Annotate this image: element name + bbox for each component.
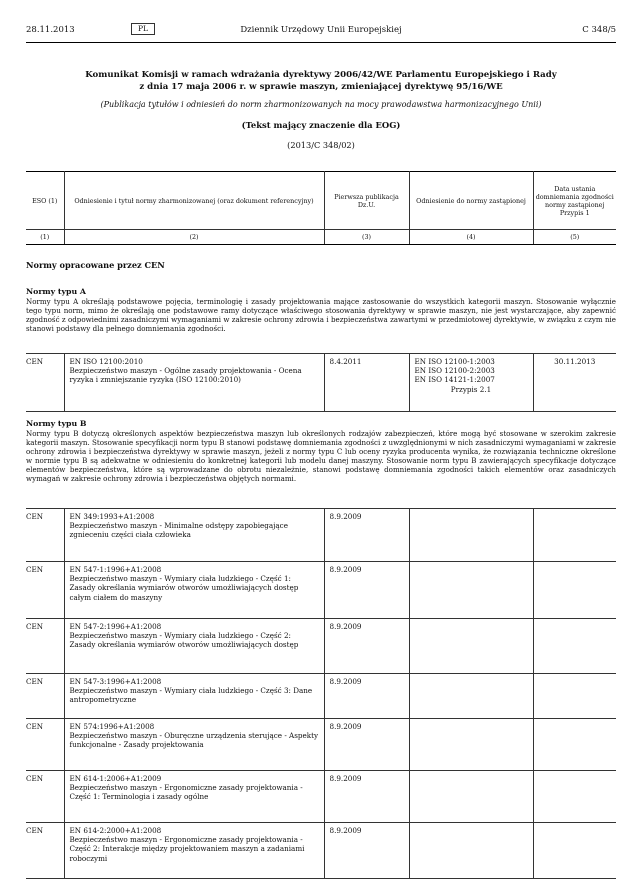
type-b-title: Normy typu B [26, 419, 87, 428]
eea-note: (Tekst mający znaczenie dla EOG) [241, 120, 401, 130]
type-b-description: Normy typu B dotyczą określonych aspektów bezpieczeństwa maszyn lub określonych rodzajów zabezpieczeń, które mogą być stosowane w szerokim zakresie kategorii maszyn. Stosowanie specyfikacji norm typu B stanowi podstawę domniemania zgodności z uwzględnionymi w nich zasadniczymi wymaganiami w zakresie ochrony zdrowia i bezpieczeństwa dyrektywy w sprawie maszyn, jeżeli z normy typu C lub oceny ryzyka producenta wynika, że rozwiązania techniczne określone w normie typu B są adekwatne w odniesieniu do konkretnej kategorii lub modelu danej maszyny. Stosowanie norm typu B zawierających specyfikacje dotyczące elementów bezpieczeństwa, które są wprowadzane do obrotu niezależnie, stanowi podstawę domniemania zgodności takich elementów oraz zasadniczych wymagań w zakresie ochrony zdrowia i bezpieczeństwa objętych normami. [26, 429, 616, 483]
col-publication-header: Pierwsza publikacja Dz.U. [324, 172, 409, 230]
superseded-ref: EN ISO 12100-2:2003 [414, 366, 495, 376]
standard-ref: EN ISO 12100:2010 [69, 357, 143, 366]
row-superseded [409, 354, 533, 412]
row-eso: CEN [26, 823, 64, 879]
document-title [60, 69, 582, 93]
standard-title: Bezpieczeństwo maszyn - Ergonomiczne zasady projektowania - Część 2: Interakcje między projektowaniem maszyn a zadaniami roboczymi [69, 835, 305, 863]
row-publication-date: 8.9.2009 [324, 823, 409, 879]
title-line-2: z dnia 17 maja 2006 r. w sprawie maszyn, zmieniającej dyrektywę 95/16/WE [139, 82, 503, 92]
table-row [26, 562, 616, 619]
col-superseded-header: Odniesienie do normy zastąpionej [409, 172, 533, 230]
document-subtitle: (Publikacja tytułów i odniesień do norm zharmonizowanych na mocy prawodawstwa harmonizacyjnego Unii) [100, 100, 542, 109]
standard-title: Bezpieczeństwo maszyn - Wymiary ciała ludzkiego - Część 2: Zasady określania wymiarów otworów umożliwiających dostęp [69, 631, 299, 650]
table-row [26, 823, 616, 879]
row-eso: CEN [26, 619, 64, 674]
row-standard [64, 674, 324, 719]
type-a-description: Normy typu A określają podstawowe pojęcia, terminologię i zasady projektowania mające zastosowanie do wszystkich kategorii maszyn. Stosowanie wyłącznie tego typu norm, mimo że określają one podstawowe ramy dotyczące właściwego stosowania dyrektywy w sprawie maszyn, nie jest wystarczające, aby zapewnić zgodność z odpowiednimi zasadniczymi wymaganiami w zakresie ochrony zdrowia i bezpieczeństwa zawartymi w przedmiotowej dyrektywie, w związku z czym nie stanowi podstawy dla pełnego domniemania zgodności. [26, 297, 616, 333]
row-eso: CEN [26, 509, 64, 562]
row-cessation-date [533, 562, 616, 619]
row-superseded [409, 823, 533, 879]
standard-ref: EN 547-2:1996+A1:2008 [69, 622, 162, 631]
row-standard [64, 823, 324, 879]
col-number: (5) [533, 230, 616, 245]
col-number: (4) [409, 230, 533, 245]
table-row [26, 674, 616, 719]
standard-ref: EN 547-3:1996+A1:2008 [69, 677, 162, 686]
row-superseded [409, 771, 533, 823]
table-row [26, 719, 616, 771]
row-standard [64, 354, 324, 412]
row-superseded [409, 674, 533, 719]
table-row [26, 771, 616, 823]
row-publication-date: 8.9.2009 [324, 619, 409, 674]
section-title: Normy opracowane przez CEN [26, 260, 165, 270]
col-eso-header: ESO (1) [26, 172, 64, 230]
row-publication-date: 8.9.2009 [324, 719, 409, 771]
row-standard [64, 771, 324, 823]
standard-ref: EN 614-2:2000+A1:2008 [69, 826, 162, 835]
table-row [26, 619, 616, 674]
row-cessation-date: 30.11.2013 [533, 354, 616, 412]
superseded-ref: EN ISO 14121-1:2007 [414, 375, 495, 385]
row-superseded [409, 619, 533, 674]
document-code: (2013/C 348/02) [287, 140, 355, 150]
col-cessation-date-header: Data ustania domniemania zgodności normy zastąpionej Przypis 1 [533, 172, 616, 230]
row-cessation-date [533, 674, 616, 719]
header-date: 28.11.2013 [26, 25, 75, 35]
row-standard [64, 719, 324, 771]
row-publication-date: 8.9.2009 [324, 771, 409, 823]
page-reference: C 348/5 [582, 25, 616, 35]
row-cessation-date [533, 719, 616, 771]
standard-title: Bezpieczeństwo maszyn - Wymiary ciała ludzkiego - Część 3: Dane antropometryczne [69, 686, 313, 705]
journal-name: Dziennik Urzędowy Unii Europejskiej [240, 25, 402, 35]
standard-ref: EN 574:1996+A1:2008 [69, 722, 155, 731]
row-standard [64, 509, 324, 562]
col-number: (2) [64, 230, 324, 245]
row-cessation-date [533, 509, 616, 562]
row-publication-date: 8.9.2009 [324, 509, 409, 562]
col-reference-header: Odniesienie i tytuł normy zharmonizowanej (oraz dokument referencyjny) [64, 172, 324, 230]
col-number: (1) [26, 230, 64, 245]
type-a-table [26, 353, 616, 412]
row-eso: CEN [26, 562, 64, 619]
row-publication-date: 8.9.2009 [324, 674, 409, 719]
superseded-ref: EN ISO 12100-1:2003 [414, 357, 495, 366]
col-number: (3) [324, 230, 409, 245]
row-cessation-date [533, 619, 616, 674]
row-eso: CEN [26, 674, 64, 719]
standard-ref: EN 349:1993+A1:2008 [69, 512, 155, 521]
standard-ref: EN 547-1:1996+A1:2008 [69, 565, 162, 574]
standard-title: Bezpieczeństwo maszyn - Ergonomiczne zasady projektowania - Część 1: Terminologia i zasady ogólne [69, 783, 303, 802]
type-b-table [26, 508, 616, 879]
standard-title: Bezpieczeństwo maszyn - Oburęczne urządzenia sterujące - Aspekty funkcjonalne - Zasady projektowania [69, 731, 319, 750]
standards-table-header [26, 171, 616, 245]
type-a-title: Normy typu A [26, 287, 86, 296]
standard-title: Bezpieczeństwo maszyn - Wymiary ciała ludzkiego - Część 1: Zasady określania wymiarów otworów umożliwiających dostęp całym ciałem do maszyny [69, 574, 299, 602]
row-standard [64, 562, 324, 619]
table-row [26, 354, 616, 412]
standard-title: Bezpieczeństwo maszyn - Minimalne odstępy zapobiegające zgnieceniu części ciała człowieka [69, 521, 288, 540]
row-superseded [409, 719, 533, 771]
row-eso: CEN [26, 354, 64, 412]
page-header [26, 22, 616, 38]
row-superseded [409, 562, 533, 619]
row-publication-date: 8.9.2009 [324, 562, 409, 619]
standard-ref: EN 614-1:2006+A1:2009 [69, 774, 162, 783]
row-standard [64, 619, 324, 674]
row-superseded [409, 509, 533, 562]
title-line-1: Komunikat Komisji w ramach wdrażania dyrektywy 2006/42/WE Parlamentu Europejskiego i Rady [85, 70, 557, 80]
row-cessation-date [533, 823, 616, 879]
table-row [26, 509, 616, 562]
header-divider [26, 42, 616, 43]
row-cessation-date [533, 771, 616, 823]
language-badge: PL [131, 23, 155, 35]
row-eso: CEN [26, 771, 64, 823]
row-publication-date: 8.4.2011 [324, 354, 409, 412]
row-eso: CEN [26, 719, 64, 771]
superseded-note: Przypis 2.1 [450, 384, 492, 394]
standard-title: Bezpieczeństwo maszyn - Ogólne zasady projektowania - Ocena ryzyka i zmniejszanie ryzyka (ISO 12100:2010) [69, 366, 302, 385]
